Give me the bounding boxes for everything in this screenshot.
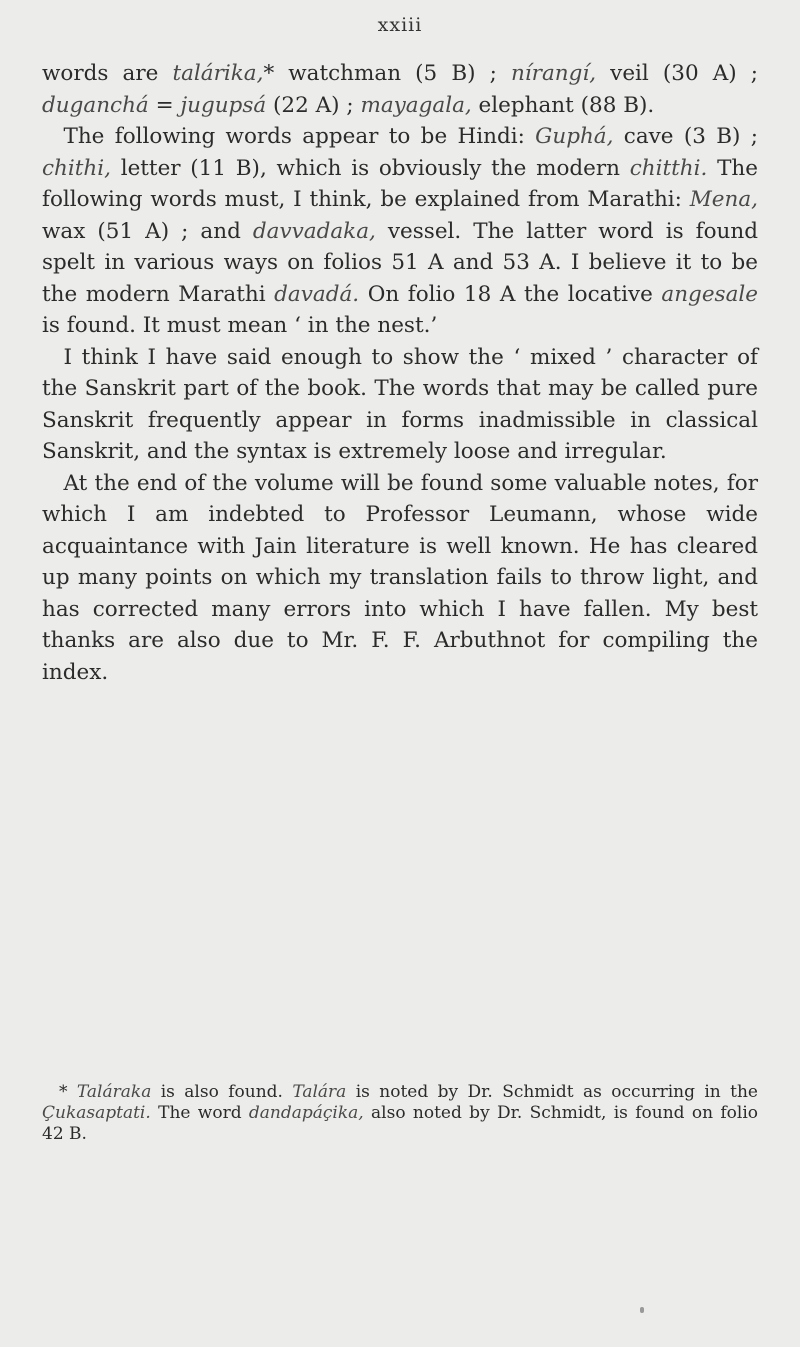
paragraph [42,342,758,468]
italic-term: Mena, [689,187,758,212]
italic-term: jugupsá [180,92,267,118]
text-run: elephant (88 B). [471,92,655,118]
text-run: (22 A) ; [266,92,361,118]
italic-term: chitthi. [629,155,708,181]
paragraph [42,121,758,342]
text-run: is also found. [151,1082,293,1102]
text-run: The following words appear to be Hindi: [63,124,536,149]
italic-term: talárika, [172,61,264,86]
footnote [42,1082,758,1145]
italic-term: Çukasaptati. [42,1103,151,1123]
paragraph [42,58,758,121]
paragraph [42,468,758,689]
text-run: On folio 18 A the locative [359,281,662,307]
italic-term: mayagala, [360,92,472,118]
italic-term: Talárakа [76,1082,152,1102]
text-run: letter (11 B), which is obviously the modern [110,155,630,181]
text-run: vessel. The latter word is found spelt in various ways on folios 51 A and 53 A. I believe it to be the modern Marathi [42,218,758,307]
italic-term: duganchá [42,92,149,118]
text-run: veil (30 A) ; [596,61,758,86]
italic-term: davadá. [274,281,360,307]
text-run: wax (51 A) ; and [42,218,253,244]
text-run: is found. It must mean ‘ in the nest.’ [42,313,438,338]
italic-term: dandapáçika, [248,1103,364,1123]
italic-term: angesale [661,281,758,307]
italic-term: chithi, [42,155,111,181]
italic-term: Talára [292,1082,347,1102]
text-run: * watchman (5 B) ; [263,61,511,86]
text-run: I think I have said enough to show the ‘ mixed ’ character of the Sanskrit part of the book. The words that may be called pure Sanskrit frequently appear in forms inadmissible in classical Sanskrit, and the syntax is extremely loose and irregular. [42,344,758,464]
text-run: At the end of the volume will be found some valuable notes, for which I am indebted to Professor Leumann, whose wide acquaintance with Jain literature is well known. He has cleared up many points on which my translation fails to throw light, and has corrected many errors into which I have fallen. My best thanks are also due to Mr. F. F. Arbuthnot for compiling the index. [42,470,758,685]
text-run: = [148,92,181,118]
text-run: The following words must, I think, be explained from Marathi: [42,155,759,212]
text-run: cave (3 B) ; [613,124,758,149]
italic-term: Guphá, [535,124,614,149]
text-run: The word [150,1103,249,1123]
body-text [42,58,758,688]
paper-speck [640,1307,644,1313]
footnote-text [42,1082,758,1145]
text-run: also noted by Dr. Schmidt, is found on folio 42 B. [42,1103,758,1144]
page-number: xxiii [377,14,423,36]
text-run: is noted by Dr. Schmidt as occurring in the [346,1082,758,1102]
text-run: * [59,1082,77,1102]
italic-term: davvadaka, [252,218,376,244]
text-run: words are [42,61,173,86]
italic-term: nírangí, [510,61,597,86]
